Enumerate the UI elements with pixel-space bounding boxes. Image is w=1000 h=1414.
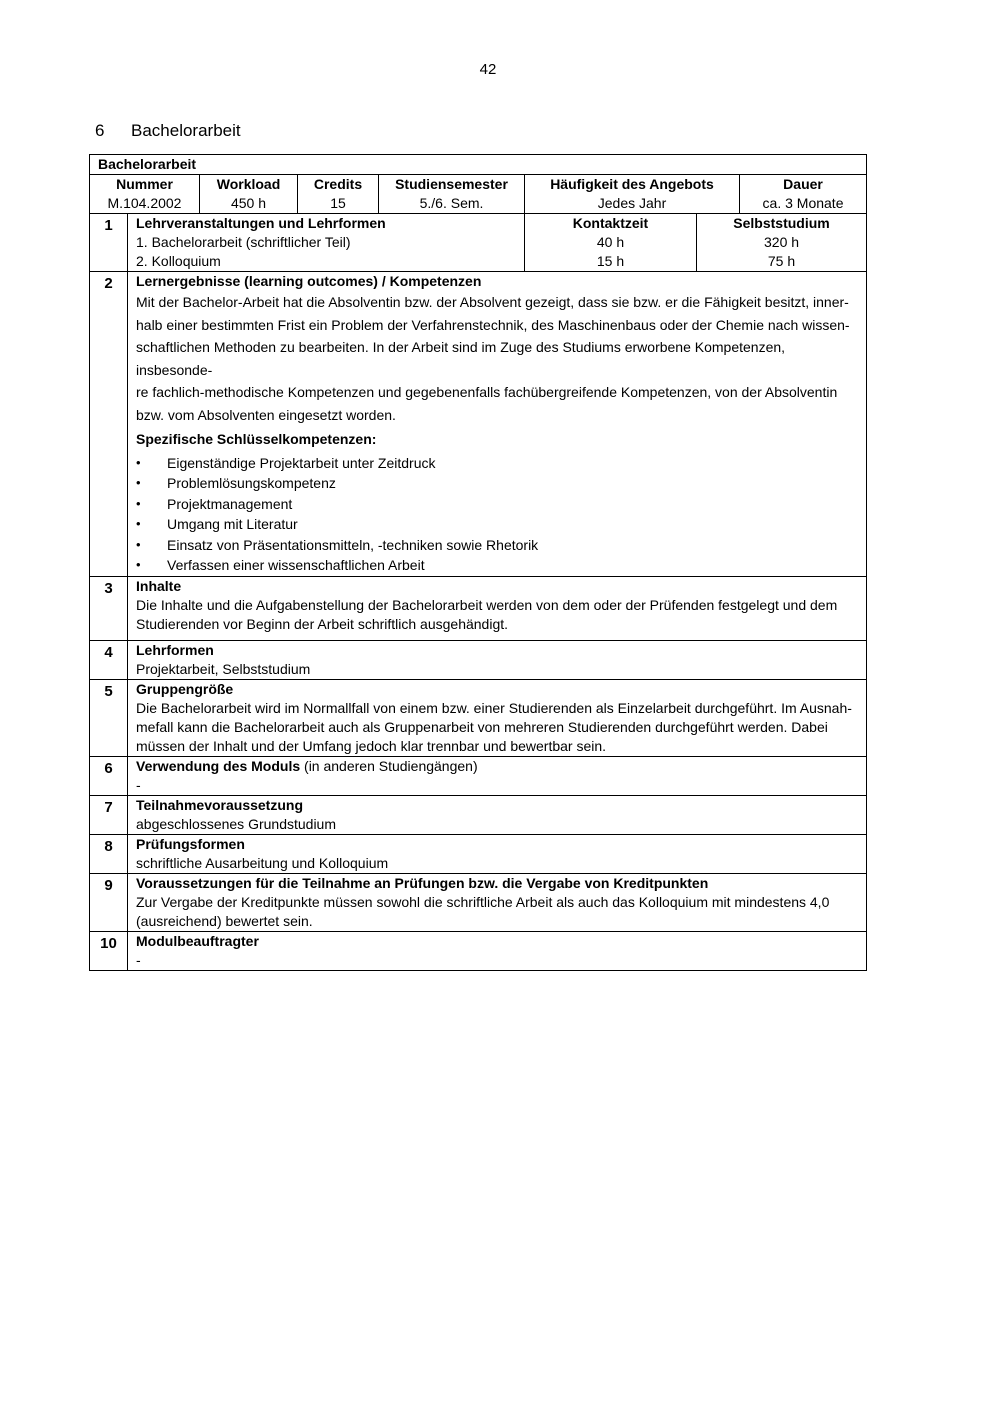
section-10-text: - — [136, 951, 141, 968]
section-3-number: 3 — [90, 576, 128, 640]
section-4-content — [128, 640, 867, 679]
skill-item: • Verfassen einer wissenschaftlichen Arbeit — [136, 555, 858, 576]
section-1-title: Lehrveranstaltungen und Lehrformen — [128, 214, 525, 234]
page-number: 42 — [479, 61, 497, 78]
label-dauer: Dauer — [740, 175, 867, 195]
section-4-text: Projektarbeit, Selbststudium — [136, 660, 311, 677]
value-nummer: M.104.2002 — [90, 194, 200, 214]
course-kontaktzeit: 40 h — [525, 233, 697, 252]
outcomes-paragraph — [136, 291, 858, 427]
section-8-content — [128, 834, 867, 873]
section-6-number: 6 — [90, 756, 128, 795]
section-2-content — [128, 272, 867, 577]
section-3-title: Inhalte — [136, 577, 182, 594]
section-4-title: Lehrformen — [136, 641, 214, 658]
section-heading — [95, 121, 241, 141]
value-haeufigkeit: Jedes Jahr — [525, 194, 740, 214]
label-haeufigkeit: Häufigkeit des Angebots — [525, 175, 740, 195]
section-3-content — [128, 576, 867, 640]
module-name-row — [90, 155, 867, 175]
outcomes-line: bzw. vom Absolventen eingesetzt worden. — [136, 406, 396, 423]
value-dauer: ca. 3 Monate — [740, 194, 867, 214]
module-table — [89, 154, 867, 971]
section-9-row — [90, 873, 867, 931]
section-8-row — [90, 834, 867, 873]
outcomes-line: schaftlichen Methoden zu bearbeiten. In der Arbeit sind im Zuge des Studiums erworbene Kompetenzen, insbesonde- — [136, 339, 786, 378]
skills-heading: Spezifische Schlüsselkompetenzen: — [136, 430, 377, 447]
section-5-row — [90, 679, 867, 756]
section-1-header — [90, 214, 867, 234]
section-6-title: Verwendung des Moduls — [136, 757, 301, 774]
selbststudium-label: Selbststudium — [697, 214, 867, 234]
outcomes-line: halb einer bestimmten Frist ein Problem der Verfahrenstechnik, des Maschinenbaus oder der Chemie nach wissen- — [136, 316, 850, 333]
section-5-line: mefall kann die Bachelorarbeit auch als Gruppenarbeit von mehreren Studierenden durchgeführt werden. Dabei — [136, 718, 828, 735]
section-3-line: Die Inhalte und die Aufgabenstellung der Bachelorarbeit werden von dem oder der Prüfenden festgelegt und dem — [136, 596, 838, 613]
section-1-number: 1 — [90, 214, 128, 272]
course-name: 2. Kolloquium — [128, 252, 525, 272]
skill-item: • Umgang mit Literatur — [136, 514, 858, 535]
section-7-content — [128, 795, 867, 834]
section-2-number: 2 — [90, 272, 128, 577]
section-7-row — [90, 795, 867, 834]
section-9-content — [128, 873, 867, 931]
label-credits: Credits — [298, 175, 379, 195]
module-header-values — [90, 194, 867, 214]
section-5-line: Die Bachelorarbeit wird im Normallfall von einem bzw. einer Studierenden als Einzelarbeit durchgeführt. Im Ausnah- — [136, 699, 852, 716]
skill-item: • Problemlösungskompetenz — [136, 473, 858, 494]
section-10-number: 10 — [90, 931, 128, 970]
course-selbststudium: 75 h — [697, 252, 867, 272]
section-6-heading — [136, 757, 858, 776]
section-4-row — [90, 640, 867, 679]
section-3-row — [90, 576, 867, 640]
skills-list — [136, 453, 858, 576]
value-credits: 15 — [298, 194, 379, 214]
outcomes-line: Mit der Bachelor-Arbeit hat die Absolventin bzw. der Absolvent gezeigt, dass sie bzw. er die Fähigkeit besitzt, inner- — [136, 294, 849, 310]
section-title: Bachelorarbeit — [131, 121, 241, 140]
course-name: 1. Bachelorarbeit (schriftlicher Teil) — [128, 233, 525, 252]
section-6-text: - — [136, 776, 141, 793]
section-5-line: müssen der Inhalt und der Umfang jedoch klar trennbar und bewertbar sein. — [136, 737, 607, 754]
section-5-number: 5 — [90, 679, 128, 756]
outcomes-line: re fachlich-methodische Kompetenzen und gegebenenfalls fachübergreifende Kompetenzen, von der Absolventin — [136, 384, 838, 401]
section-7-title: Teilnahmevoraussetzung — [136, 796, 304, 813]
course-row — [90, 233, 867, 252]
section-3-line: Studierenden vor Beginn der Arbeit schriftlich ausgehändigt. — [136, 615, 509, 632]
section-2-title: Lernergebnisse (learning outcomes) / Kompetenzen — [136, 273, 482, 289]
value-studiensemester: 5./6. Sem. — [379, 194, 525, 214]
section-10-row — [90, 931, 867, 970]
label-studiensemester: Studiensemester — [379, 175, 525, 195]
skill-item: • Eigenständige Projektarbeit unter Zeitdruck — [136, 453, 858, 474]
section-6-content — [128, 756, 867, 795]
section-10-title: Modulbeauftragter — [136, 932, 259, 949]
module-header-labels — [90, 175, 867, 195]
skill-item: • Projektmanagement — [136, 494, 858, 515]
course-row — [90, 252, 867, 272]
section-6-row — [90, 756, 867, 795]
section-7-text: abgeschlossenes Grundstudium — [136, 815, 337, 832]
section-9-line: (ausreichend) bewertet sein. — [136, 912, 313, 929]
section-9-title: Voraussetzungen für die Teilnahme an Prüfungen bzw. die Vergabe von Kreditpunkten — [136, 874, 709, 891]
value-workload: 450 h — [200, 194, 298, 214]
skill-item: • Einsatz von Präsentationsmitteln, -techniken sowie Rhetorik — [136, 535, 858, 556]
section-8-text: schriftliche Ausarbeitung und Kolloquium — [136, 854, 389, 871]
section-5-title: Gruppengröße — [136, 680, 234, 697]
section-5-content — [128, 679, 867, 756]
section-8-title: Prüfungsformen — [136, 835, 245, 852]
kontaktzeit-label: Kontaktzeit — [525, 214, 697, 234]
module-name: Bachelorarbeit — [90, 155, 867, 175]
label-nummer: Nummer — [90, 175, 200, 195]
section-9-number: 9 — [90, 873, 128, 931]
section-10-content — [128, 931, 867, 970]
section-9-line: Zur Vergabe der Kreditpunkte müssen sowohl die schriftliche Arbeit als auch das Kolloquium mit mindestens 4,0 — [136, 893, 830, 910]
course-selbststudium: 320 h — [697, 233, 867, 252]
section-number: 6 — [95, 121, 105, 140]
section-6-title-suffix: (in anderen Studiengängen) — [300, 757, 478, 774]
section-4-number: 4 — [90, 640, 128, 679]
course-kontaktzeit: 15 h — [525, 252, 697, 272]
section-8-number: 8 — [90, 834, 128, 873]
label-workload: Workload — [200, 175, 298, 195]
section-2-row — [90, 272, 867, 577]
section-7-number: 7 — [90, 795, 128, 834]
